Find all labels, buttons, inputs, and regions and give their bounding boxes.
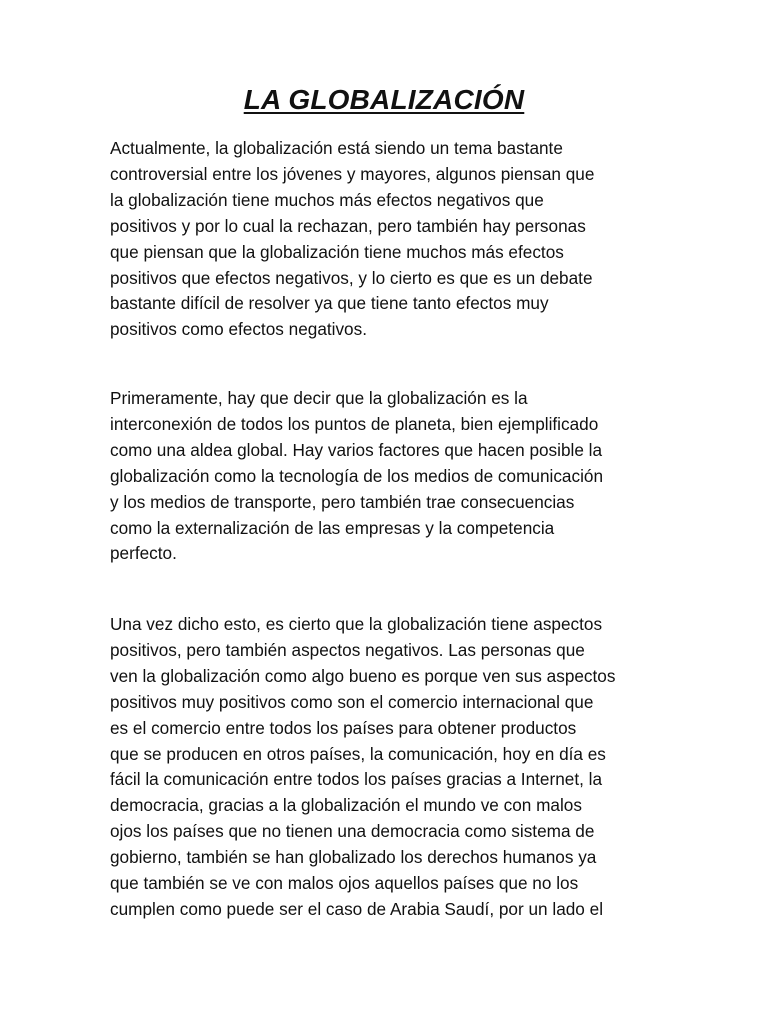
paragraph-line: gobierno, también se han globalizado los derechos humanos ya [110, 847, 597, 868]
paragraph-line: democracia, gracias a la globalización el mundo ve con malos [110, 795, 582, 816]
paragraph-2 [110, 386, 660, 567]
paragraph-line: como una aldea global. Hay varios factores que hacen posible la [110, 439, 603, 460]
paragraph-line: que piensan que la globalización tiene muchos más efectos [110, 241, 564, 262]
document-title: LA GLOBALIZACIÓN [243, 84, 525, 115]
paragraph-line: Actualmente, la globalización está siendo un tema bastante [110, 138, 563, 158]
paragraph-line: perfecto. [110, 543, 177, 564]
paragraph-line: positivos muy positivos como son el comercio internacional que [110, 691, 594, 712]
paragraph-1 [110, 136, 660, 343]
paragraph-line: Una vez dicho esto, es cierto que la globalización tiene aspectos [110, 614, 603, 634]
paragraph-line: cumplen como puede ser el caso de Arabia Saudí, por un lado el [110, 898, 604, 919]
paragraph-line: controversial entre los jóvenes y mayores, algunos piensan que [110, 163, 595, 184]
paragraph-line: Primeramente, hay que decir que la globalización es la [110, 388, 528, 408]
paragraph-line: interconexión de todos los puntos de planeta, bien ejemplificado [110, 413, 599, 434]
paragraph-line: ojos los países que no tienen una democracia como sistema de [110, 821, 595, 842]
paragraph-line: que también se ve con malos ojos aquellos países que no los [110, 873, 579, 894]
paragraph-line: es el comercio entre todos los países para obtener productos [110, 717, 577, 738]
paragraph-line: que se producen en otros países, la comunicación, hoy en día es [110, 743, 606, 764]
paragraph-line: positivos como efectos negativos. [110, 319, 367, 340]
paragraph-line: la globalización tiene muchos más efectos negativos que [110, 189, 544, 210]
paragraph-line: como la externalización de las empresas y la competencia [110, 517, 555, 538]
paragraph-line: positivos y por lo cual la rechazan, pero también hay personas [110, 215, 586, 236]
paragraph-3 [110, 612, 660, 923]
paragraph-line: ven la globalización como algo bueno es porque ven sus aspectos [110, 665, 616, 686]
paragraph-line: bastante difícil de resolver ya que tiene tanto efectos muy [110, 293, 549, 314]
paragraph-line: positivos, pero también aspectos negativos. Las personas que [110, 639, 585, 660]
paragraph-line: y los medios de transporte, pero también trae consecuencias [110, 491, 575, 512]
paragraph-line: positivos que efectos negativos, y lo cierto es que es un debate [110, 267, 593, 288]
paragraph-line: globalización como la tecnología de los medios de comunicación [110, 465, 603, 486]
paragraph-line: fácil la comunicación entre todos los países gracias a Internet, la [110, 769, 603, 790]
